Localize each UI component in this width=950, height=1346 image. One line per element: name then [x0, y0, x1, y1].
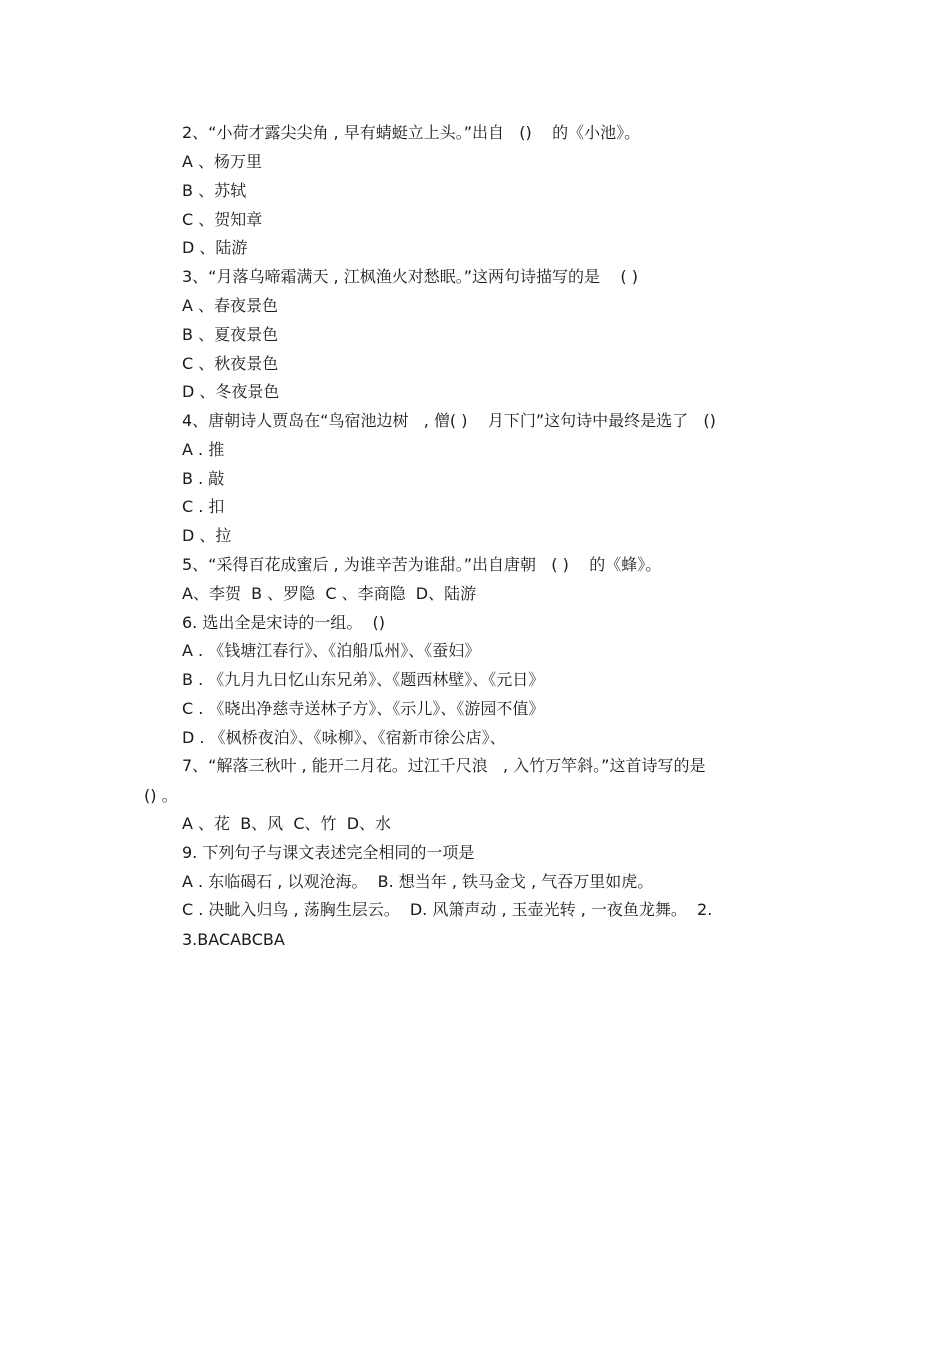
question-7: 7、“解落三秋叶 , 能开二月花。过江千尺浪 , 入竹万竿斜。”这首诗写的是 — [182, 756, 706, 775]
options-cd: C . 决眦入归鸟 , 荡胸生层云。 D. 风箫声动 , 玉壶光转 , 一夜鱼龙舞。 2. — [182, 900, 713, 919]
option-a: A 、杨万里 — [182, 152, 263, 171]
option-c: C . 扣 — [182, 497, 225, 516]
question-9: 9. 下列句子与课文表述完全相同的一项是 — [182, 843, 475, 862]
option-b: B 、夏夜景色 — [182, 325, 279, 344]
question-5: 5、“采得百花成蜜后 , 为谁辛苦为谁甜。”出自唐朝 ( ) 的《蜂》。 — [182, 555, 662, 574]
option-b: B . 《九月九日忆山东兄弟》、《题西林壁》、《元日》 — [182, 670, 545, 689]
options-inline: A 、花 B、风 C、竹 D、水 — [182, 814, 392, 833]
option-b: B . 敲 — [182, 469, 225, 488]
question-3: 3、“月落乌啼霜满天 , 江枫渔火对愁眠。”这两句诗描写的是 ( ) — [182, 267, 638, 286]
option-d: D 、拉 — [182, 526, 232, 545]
option-c: C 、秋夜景色 — [182, 354, 279, 373]
option-d: D . 《枫桥夜泊》、《咏柳》、《宿新市徐公店》、 — [182, 728, 506, 747]
option-a: A 、春夜景色 — [182, 296, 279, 315]
question-2: 2、“小荷才露尖尖角 , 早有蜻蜓立上头。”出自 () 的《小池》。 — [182, 123, 641, 142]
options-inline: A、李贺 B 、罗隐 C 、李商隐 D、陆游 — [182, 584, 477, 603]
option-c: C . 《晓出净慈寺送林子方》、《示儿》、《游园不值》 — [182, 699, 545, 718]
option-b: B 、苏轼 — [182, 181, 247, 200]
option-a: A . 《钱塘江春行》、《泊船瓜州》、《蚕妇》 — [182, 641, 481, 660]
answer-key: 3.BACABCBA — [182, 930, 285, 949]
question-6: 6. 选出全是宋诗的一组。 () — [182, 613, 386, 632]
option-c: C 、贺知章 — [182, 210, 263, 229]
question-7-continued: () 。 — [144, 786, 178, 805]
question-4: 4、唐朝诗人贾岛在“鸟宿池边树 , 僧( ) 月下门”这句诗中最终是选了 () — [182, 411, 716, 430]
option-d: D 、陆游 — [182, 238, 248, 257]
option-a: A . 推 — [182, 440, 225, 459]
options-ab: A . 东临碣石 , 以观沧海。 B. 想当年 , 铁马金戈 , 气吞万里如虎。 — [182, 872, 654, 891]
option-d: D 、冬夜景色 — [182, 382, 280, 401]
